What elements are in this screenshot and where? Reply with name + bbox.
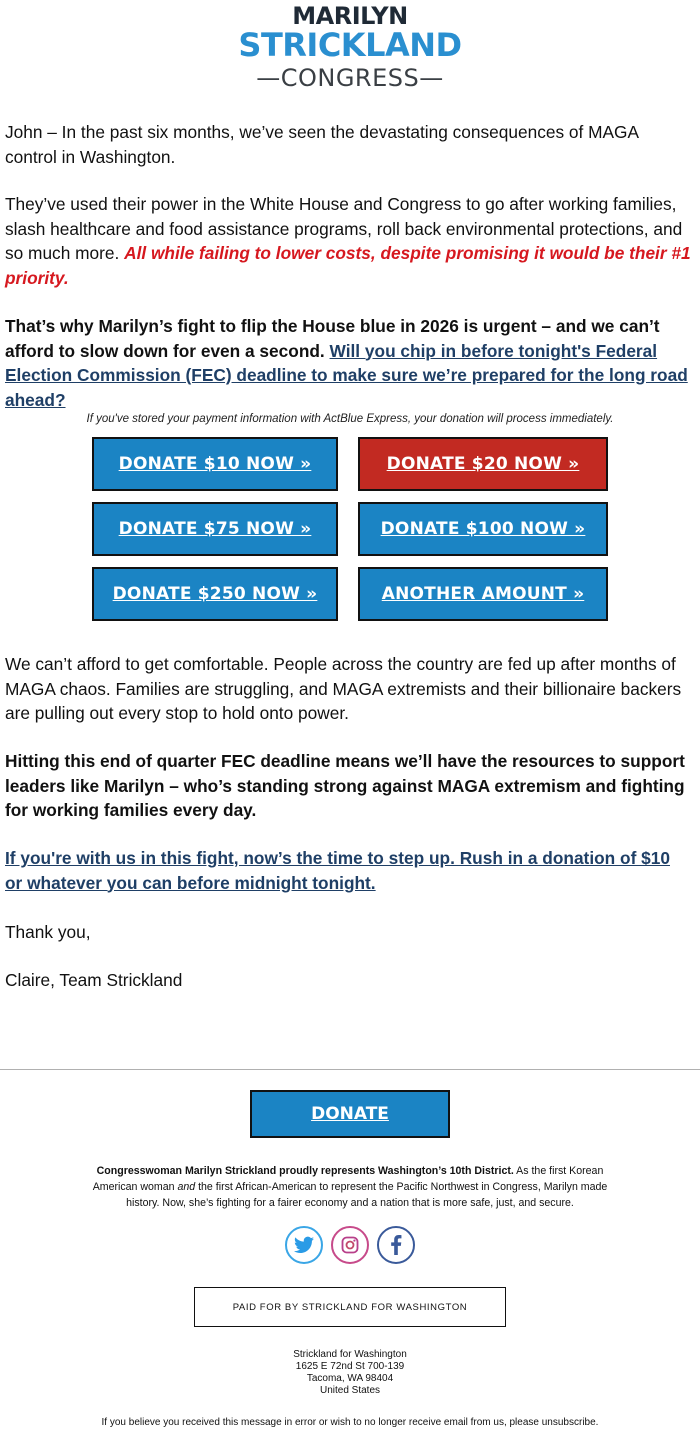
unsubscribe-text: If you believe you received this message in error or wish to no longer receive email from us, please unsubscribe. bbox=[101, 1417, 599, 1428]
chip-in-link[interactable]: Will you chip in before tonight's Federal Election Commission (FEC) deadline to make sure we’re prepared for the long road ahead? bbox=[5, 340, 688, 410]
logo-last-name: STRICKLAND bbox=[238, 26, 462, 64]
address-street: 1625 E 72nd St 700-139 bbox=[295, 1361, 405, 1372]
actblue-note: If you've stored your payment information with ActBlue Express, your donation will process immediately. bbox=[86, 413, 614, 425]
paragraph-maga-power bbox=[5, 192, 692, 290]
footer-donate-button[interactable]: DONATE bbox=[250, 1090, 450, 1138]
campaign-logo bbox=[0, 0, 700, 100]
address-name: Strickland for Washington bbox=[293, 1349, 407, 1360]
thank-you: Thank you, bbox=[5, 922, 91, 942]
paragraph-fec-deadline: Hitting this end of quarter FEC deadline means we’ll have the resources to support leaders like Marilyn – who’s standing strong against MAGA extremism and fighting for working families every day. bbox=[5, 751, 685, 820]
instagram-icon[interactable] bbox=[331, 1226, 369, 1264]
paragraph-urgent bbox=[5, 314, 692, 412]
paragraph-rush bbox=[5, 846, 692, 895]
paragraph-comfortable: We can’t afford to get comfortable. People across the country are fed up after months of MAGA chaos. Families are struggling, and MAGA extremists and their billionaire backers are pulling out every stop to hold onto power. bbox=[5, 654, 682, 723]
social-links bbox=[0, 1226, 700, 1264]
mailing-address bbox=[0, 1349, 700, 1397]
rush-donation-link[interactable]: If you're with us in this fight, now’s the time to step up. Rush in a donation of $10 or whatever you can before midnight tonight. bbox=[5, 848, 670, 893]
logo-first-name: MARILYN bbox=[292, 2, 408, 30]
logo-congress: —CONGRESS— bbox=[256, 64, 444, 92]
signoff: Claire, Team Strickland bbox=[5, 970, 183, 990]
donate-75-button[interactable]: DONATE $75 NOW » bbox=[92, 502, 338, 556]
address-country: United States bbox=[319, 1385, 381, 1396]
address-city: Tacoma, WA 98404 bbox=[306, 1373, 394, 1384]
footer-divider bbox=[0, 1069, 700, 1070]
donate-250-button[interactable]: DONATE $250 NOW » bbox=[92, 567, 338, 621]
paid-for-disclaimer: PAID FOR BY STRICKLAND FOR WASHINGTON bbox=[194, 1287, 506, 1327]
facebook-icon[interactable] bbox=[377, 1226, 415, 1264]
highlight-text: All while failing to lower costs, despite promising it would be their #1 priority. bbox=[5, 243, 691, 288]
another-amount-button[interactable]: ANOTHER AMOUNT » bbox=[358, 567, 608, 621]
about-text-part: the first African-American to represent the Pacific Northwest in Congress, Marilyn made history. Now, she’s fighting for a fairer economy and a nation that is more safe, just, and secure. bbox=[126, 1181, 608, 1209]
about-text-part: As the first Korean American woman bbox=[92, 1165, 604, 1193]
donate-20-button[interactable]: DONATE $20 NOW » bbox=[358, 437, 608, 491]
donate-100-button[interactable]: DONATE $100 NOW » bbox=[358, 502, 608, 556]
about-and: and bbox=[177, 1181, 196, 1193]
paragraph-intro: John – In the past six months, we’ve seen the devastating consequences of MAGA control in Washington. bbox=[5, 122, 639, 167]
about-text bbox=[75, 1163, 625, 1211]
twitter-icon[interactable] bbox=[285, 1226, 323, 1264]
donate-10-button[interactable]: DONATE $10 NOW » bbox=[92, 437, 338, 491]
about-bold: Congresswoman Marilyn Strickland proudly represents Washington’s 10th District. bbox=[96, 1165, 514, 1177]
paragraph-text: That’s why Marilyn’s fight to flip the House blue in 2026 is urgent – and we can’t afford to slow down for even a second. bbox=[5, 316, 660, 361]
paragraph-text: They’ve used their power in the White House and Congress to go after working families, slash healthcare and food assistance programs, roll back environmental protections, and so much more. bbox=[5, 194, 683, 263]
